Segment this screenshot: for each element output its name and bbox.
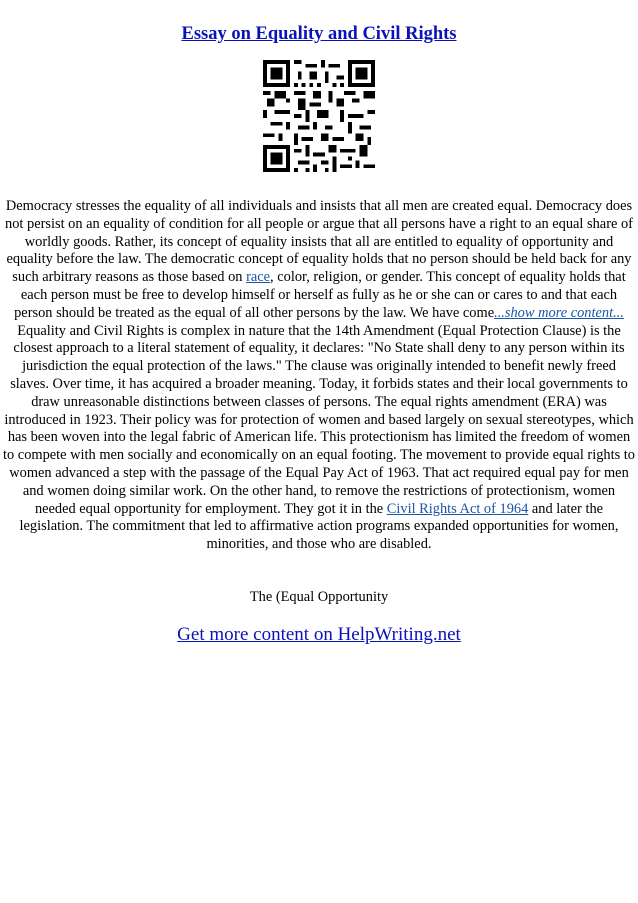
get-more-content-link[interactable]: Get more content on HelpWriting.net [177, 624, 461, 645]
essay-title[interactable]: Essay on Equality and Civil Rights [181, 24, 457, 44]
show-more-link[interactable]: ...show more content... [494, 304, 624, 321]
paragraph-1-text-continued: , color, religion, or gender. This concept of equality holds that each person must be free to develop himself or herself as fully as he or she can or cares to and that each person should be treated as the equal of all other persons by the law. We have come [14, 269, 626, 321]
continuation-heading: The (Equal Opportunity [249, 589, 389, 605]
paragraph-2-text-continued: and later the legislation. The commitment that led to affirmative action programs expanded opportunities for women, minorities, and those who are disabled. [19, 500, 619, 553]
race-link[interactable]: race [246, 269, 271, 286]
essay-body [2, 198, 636, 554]
paragraph-2-text: Equality and Civil Rights is complex in nature that the 14th Amendment (Equal Protection Clause) is the closest approach to a literal statement of equality, it declares: "No State shall deny to any person within its jurisdiction the equal protection of the laws." The clause was originally intended to benefit newly freed slaves. Over time, it has acquired a broader meaning. Today, it forbids states and their local governments to draw unreasonable distinctions between classes of persons. The equal rights amendment (ERA) was introduced in 1923. Their policy was for protection of women and based largely on sexual stereotypes, which has been woven into the legal fabric of American life. This protectionism has limited the freedom of women to compete with men socially and economically on an equal footing. The movement to provide equal rights to women advanced a step with the passage of the Equal Pay Act of 1963. That act required equal pay for men and women doing similar work. On the other hand, to remove the restrictions of protectionism, women needed equal opportunity for employment. They got it in the [3, 322, 635, 517]
paragraph-1-text: Democracy stresses the equality of all individuals and insists that all men are created equal. Democracy does not persist on an equality of condition for all people or argue that all persons have a right to an equal share of worldly goods. Rather, its concept of equality insists that all are entitled to equality of opportunity and equality before the law. The democratic concept of equality holds that no person should be held back for any such arbitrary reasons as those based on [5, 198, 633, 286]
qr-code-icon [263, 60, 375, 172]
civil-rights-act-link[interactable]: Civil Rights Act of 1964 [386, 500, 529, 517]
